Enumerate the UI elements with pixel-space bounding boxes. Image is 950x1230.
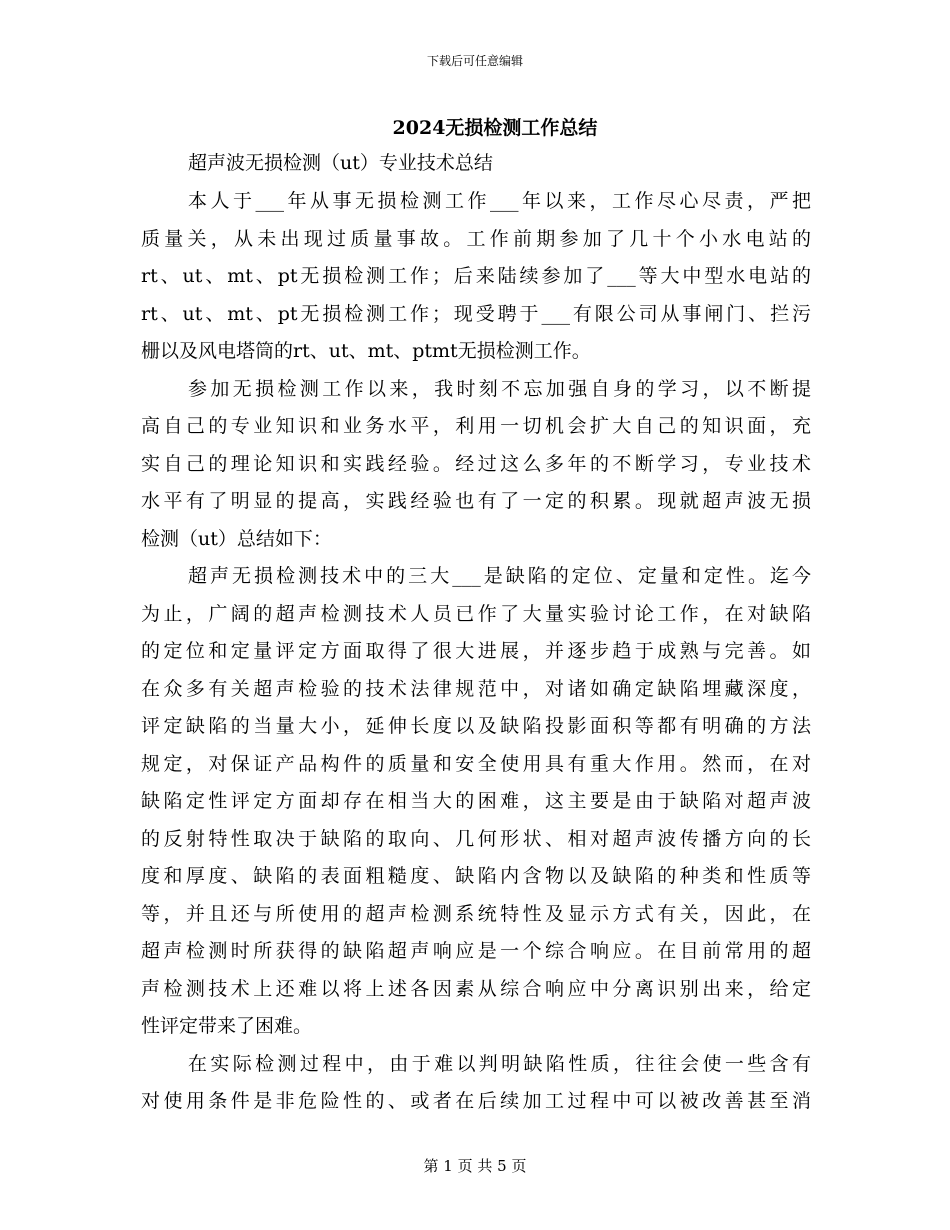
text-line: 水平有了明显的提高，实践经验也有了一定的积累。现就超声波无损: [141, 490, 811, 512]
paragraph-3: [141, 558, 811, 1046]
text-line: 性评定带来了困难。: [141, 1015, 313, 1037]
text-line: 在众多有关超声检验的技术法律规范中，对诸如确定缺陷埋藏深度，: [141, 677, 811, 700]
text-line: 声检测技术上还难以将上述各因素从综合响应中分离识别出来，给定: [141, 977, 811, 1000]
text-line: 参加无损检测工作以来，我时刻不忘加强自身的学习，以不断提: [188, 377, 811, 400]
text-line: rt、ut、mt、pt无损检测工作；后来陆续参加了___等大中型水电站的: [141, 265, 811, 287]
text-line: 对使用条件是非危险性的、或者在后续加工过程中可以被改善甚至消: [141, 1090, 811, 1112]
paragraph-4: [141, 1046, 811, 1121]
text-line: 评定缺陷的当量大小，延伸长度以及缺陷投影面积等都有明确的方法: [141, 715, 811, 737]
text-line: 超声检测时所获得的缺陷超声响应是一个综合响应。在目前常用的超: [141, 940, 811, 962]
text-line: 高自己的专业知识和业务水平，利用一切机会扩大自己的知识面，充: [141, 415, 811, 437]
page-number: 第 1 页 共 5 页: [423, 1157, 527, 1175]
text-line: 超声无损检测技术中的三大___是缺陷的定位、定量和定性。迄今: [188, 565, 811, 587]
text-line: 规定，对保证产品构件的质量和安全使用具有重大作用。然而，在对: [141, 752, 811, 775]
text-line: 实自己的理论知识和实践经验。经过这么多年的不断学习，专业技术: [141, 452, 811, 475]
text-line: rt、ut、mt、pt无损检测工作；现受聘于___有限公司从事闸门、拦污: [141, 302, 811, 325]
paragraph-1: [141, 183, 811, 371]
text-line: 等，并且还与所使用的超声检测系统特性及显示方式有关，因此，在: [141, 902, 811, 925]
document-body: [141, 183, 811, 1121]
page-header-note: 下载后可任意编辑: [426, 54, 523, 68]
text-line: 度和厚度、缺陷的表面粗糙度、缺陷内含物以及缺陷的种类和性质等: [141, 865, 811, 887]
text-line: 质量关，从未出现过质量事故。工作前期参加了几十个小水电站的: [141, 227, 811, 250]
text-line: 的定位和定量评定方面取得了很大进展，并逐步趋于成熟与完善。如: [141, 640, 811, 662]
text-line: 栅以及风电塔筒的rt、ut、mt、ptmt无损检测工作。: [141, 340, 591, 362]
paragraph-2: [141, 371, 811, 559]
document-subtitle: 超声波无损检测（ut）专业技术总结: [188, 152, 493, 174]
document-title: 2024无损检测工作总结: [392, 117, 598, 139]
text-line: 检测（ut）总结如下：: [141, 527, 332, 550]
text-line: 缺陷定性评定方面却存在相当大的困难，这主要是由于缺陷对超声波: [141, 790, 811, 812]
text-line: 的反射特性取决于缺陷的取向、几何形状、相对超声波传播方向的长: [141, 827, 811, 850]
text-line: 为止，广阔的超声检测技术人员已作了大量实验讨论工作，在对缺陷: [141, 602, 811, 625]
text-line: 在实际检测过程中，由于难以判明缺陷性质，往往会使一些含有: [188, 1052, 811, 1075]
text-line: 本人于___年从事无损检测工作___年以来，工作尽心尽责，严把: [188, 190, 811, 212]
